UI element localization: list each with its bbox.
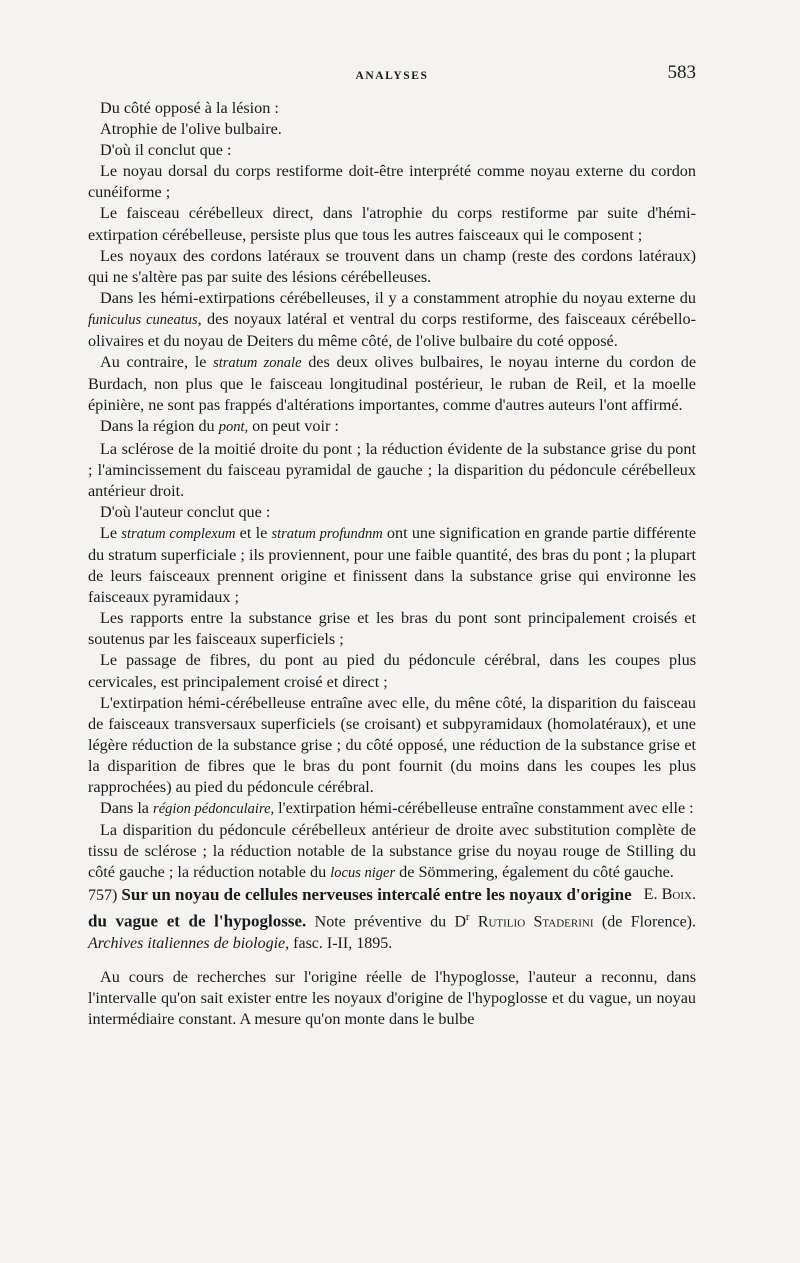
paragraph: Le passage de fibres, du pont au pied du pédoncule cérébral, dans les coupes plus cervicales, est principalement croisé et direct ; [88,651,696,691]
paragraph: Au contraire, le stratum zonale des deux olives bulbaires, le noyau interne du cordon de Burdach, non plus que le faisceau longitudinal postérieur, le ruban de Reil, et la moelle épinière, ne sont pas frappés d'altérations importantes, comme d'autres auteurs l'ont affirmé. [88,353,697,415]
paragraph: Atrophie de l'olive bulbaire. [100,120,282,139]
journal-citation: Archives italiennes de biologie, [88,935,290,953]
paragraph: Dans la région du pont, on peut voir : [100,417,339,436]
paragraph: La disparition du pédoncule cérébelleux antérieur de droite avec substitution complète de tissu de sclérose ; la réduction notable de la substance grise du noyau rouge de Stilling du côté gauche ; la réduction notable du locus niger de Sömmering, également du côté gauche. E. Boix. [88,820,696,884]
page-number: 583 [667,62,696,83]
latin-term: région pédonculaire, [153,801,275,818]
latin-term: stratum profundnm [271,525,383,542]
article-author: Rutilio Staderini [477,913,594,931]
article-number: 757) [88,887,118,905]
paragraph: Le noyau dorsal du corps restiforme doit-être interprété comme noyau externe du cordon cunéiforme ; [88,162,696,202]
latin-term: locus niger [330,865,396,882]
paragraph: Dans la région pédonculaire, l'extirpation hémi-cérébelleuse entraîne constamment avec elle : [100,799,694,818]
paragraph: La sclérose de la moitié droite du pont ; la réduction évidente de la substance grise du pont ; l'amincissement du faisceau pyramidal de gauche ; la disparition du pédoncule cérébelleux antérieur droit. [88,439,696,500]
latin-term: funiculus cuneatus [88,311,198,328]
running-head [88,62,696,88]
latin-term: pont, [218,419,249,436]
paragraph: Les rapports entre la substance grise et les bras du pont sont principalement croisés et soutenus par les faisceaux superficiels ; [88,609,696,649]
running-head-title: ANALYSES [355,70,429,82]
paragraph: Du côté opposé à la lésion : [100,99,279,117]
article-title: Sur un noyau de cellules nerveuses intercalé entre les noyaux d'origine du vague et de l'hypoglosse. [88,885,632,931]
paragraph: Le faisceau cérébelleux direct, dans l'atrophie du corps restiforme par suite d'hémi-extirpation cérébelleuse, persiste plus que tous les autres faisceaux qui le composent ; [88,204,696,244]
paragraph: D'où l'auteur conclut que : [100,502,271,521]
paragraph: L'extirpation hémi-cérébelleuse entraîne avec elle, du mêne côté, la disparition du faisceau de faisceaux transversaux superficiels (se croisant) et subpyramidaux (homolatéraux), et une légère réduction de la substance grise ; du côté opposé, une réduction de la substance grise et la disparition de fibres que le bras du pont fournit (du moins dans les coupes les plus rapprochées) au pied du pédoncule cérébral. [88,693,696,796]
paragraph: D'où il conclut que : [100,141,232,160]
article-body: Au cours de recherches sur l'origine réelle de l'hypoglosse, l'auteur a reconnu, dans l'intervalle qu'on sait exister entre les noyaux d'origine de l'hypoglosse et du vague, un noyau intermédiaire constant. A mesure qu'on monte dans le bulbe [88,968,696,1029]
latin-term: stratum complexum [121,525,236,542]
text-body [88,98,696,1031]
latin-term: stratum zonale [213,355,302,372]
paragraph: Le stratum complexum et le stratum profundnm ont une signification en grande partie différente du stratum superficiale ; ils proviennent, pour une faible quantité, des bras du pont ; la plupart de leurs faisceaux prennent origine et finissent dans la substance grise qui environne les faisceaux pyramidaux ; [88,523,697,607]
article-heading: 757) Sur un noyau de cellules nerveuses intercalé entre les noyaux d'origine du vague et de l'hypoglosse. Note préventive du $D^r$ Rutilio Staderini (de Florence). Archives italiennes de biologie, fasc. I-II, 1895. [88,885,696,953]
author-signature: E. Boix. [643,885,696,904]
paragraph: Dans les hémi-extirpations cérébelleuses, il y a constamment atrophie du noyau externe du funiculus cuneatus, des noyaux latéral et ventral du corps restiforme, des faisceaux cérébello-olivaires et du noyau de Deiters du même côté, de l'olive bulbaire du coté opposé. [88,288,696,351]
paragraph: Les noyaux des cordons latéraux se trouvent dans un champ (reste des cordons latéraux) qui ne s'altère pas par suite des lésions cérébelleuses. [88,246,696,286]
